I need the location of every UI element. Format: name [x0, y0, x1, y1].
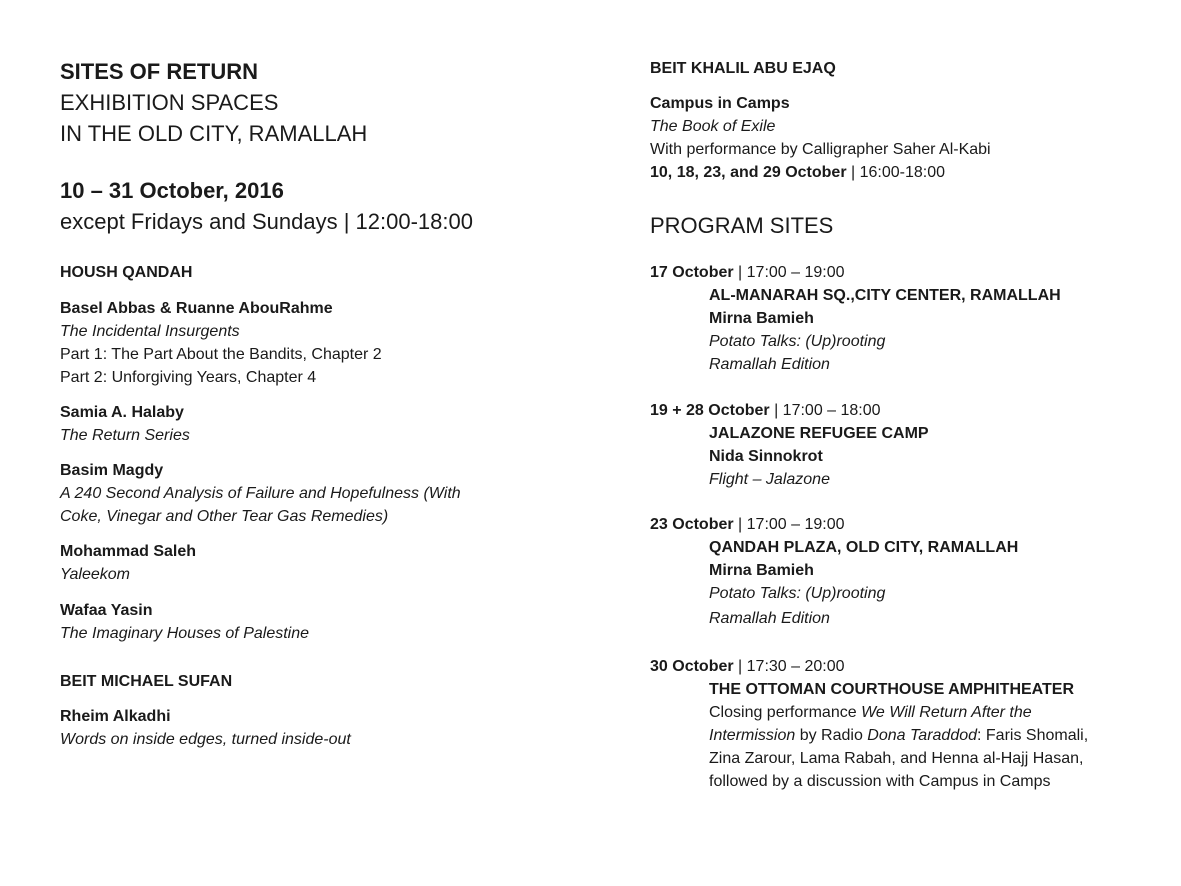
- performance-title: We Will Return After the: [861, 704, 1032, 721]
- artist-name: Nida Sinnokrot: [709, 448, 823, 465]
- campus-entry: [650, 92, 991, 184]
- performance-title: Intermission: [709, 727, 796, 744]
- artwork-title: Ramallah Edition: [709, 356, 830, 373]
- artwork-title: Ramallah Edition: [709, 610, 830, 627]
- schedule-time: | 16:00-18:00: [846, 164, 945, 181]
- artwork-title: Words on inside edges, turned inside-out: [60, 731, 351, 748]
- artist-entry: [60, 540, 196, 586]
- schedule-line: [650, 161, 991, 184]
- artwork-title: Potato Talks: (Up)rooting: [709, 333, 886, 350]
- artist-entry: [60, 297, 382, 389]
- artwork-title: Potato Talks: (Up)rooting: [709, 585, 886, 602]
- artist-name: Samia A. Halaby: [60, 404, 184, 421]
- program-date: 17 October: [650, 264, 734, 281]
- artwork-title: Flight – Jalazone: [709, 471, 830, 488]
- program-date: 19 + 28 October: [650, 402, 770, 419]
- artist-name: Mirna Bamieh: [709, 310, 814, 327]
- program-entry: [650, 513, 1018, 630]
- artwork-title: The Imaginary Houses of Palestine: [60, 625, 310, 642]
- artist-entry: [60, 599, 309, 645]
- radio-name: Dona Taraddod: [867, 727, 978, 744]
- program-site: QANDAH PLAZA, OLD CITY, RAMALLAH: [709, 539, 1019, 556]
- program-time: | 17:00 – 18:00: [769, 402, 881, 419]
- program-site: AL-MANARAH SQ.,CITY CENTER, RAMALLAH: [709, 287, 1061, 304]
- artist-entry: [60, 401, 190, 447]
- artist-name: Rheim Alkadhi: [60, 708, 171, 725]
- program-entry: [650, 655, 1088, 793]
- artwork-title: Yaleekom: [60, 566, 130, 583]
- closing-line: [650, 701, 1088, 724]
- artwork-title: Coke, Vinegar and Other Tear Gas Remedies): [60, 508, 389, 525]
- program-date-line: [650, 655, 1088, 678]
- artist-name: Campus in Camps: [650, 95, 790, 112]
- closing-line: [650, 724, 1088, 747]
- artwork-title: The Return Series: [60, 427, 190, 444]
- program-date: 23 October: [650, 516, 734, 533]
- artist-name: Mirna Bamieh: [709, 562, 814, 579]
- program-time: | 17:00 – 19:00: [733, 516, 845, 533]
- venue-beit-khalil-abu-ejaq: BEIT KHALIL ABU EJAQ: [650, 60, 836, 77]
- venue-beit-michael-sufan: BEIT MICHAEL SUFAN: [60, 673, 233, 690]
- closing-line: followed by a discussion with Campus in Camps: [709, 773, 1051, 790]
- exhibition-subtitle-1: EXHIBITION SPACES: [60, 90, 279, 115]
- program-entry: [650, 399, 929, 491]
- program-date-line: [650, 261, 1061, 284]
- exhibition-title: SITES OF RETURN: [60, 59, 259, 84]
- program-date: 30 October: [650, 658, 734, 675]
- exhibition-dates: 10 – 31 October, 2016: [60, 178, 284, 203]
- exhibition-hours: except Fridays and Sundays | 12:00-18:00: [60, 209, 473, 234]
- closing-text: Closing performance: [709, 704, 862, 721]
- program-site: THE OTTOMAN COURTHOUSE AMPHITHEATER: [709, 681, 1075, 698]
- artwork-part: Part 2: Unforgiving Years, Chapter 4: [60, 369, 317, 386]
- program-sites-title: PROGRAM SITES: [650, 213, 834, 238]
- artist-name: Mohammad Saleh: [60, 543, 197, 560]
- schedule-dates: 10, 18, 23, and 29 October: [650, 164, 847, 181]
- artwork-part: Part 1: The Part About the Bandits, Chapter 2: [60, 346, 382, 363]
- artwork-title: The Incidental Insurgents: [60, 323, 240, 340]
- artist-entry: [60, 705, 351, 751]
- closing-text: by Radio: [795, 727, 868, 744]
- program-date-line: [650, 513, 1018, 536]
- program-site: JALAZONE REFUGEE CAMP: [709, 425, 929, 442]
- artist-name: Basel Abbas & Ruanne AbouRahme: [60, 300, 333, 317]
- exhibition-subtitle-2: IN THE OLD CITY, RAMALLAH: [60, 121, 368, 146]
- program-time: | 17:00 – 19:00: [733, 264, 845, 281]
- performance-note: With performance by Calligrapher Saher Al-Kabi: [650, 141, 991, 158]
- artist-name: Basim Magdy: [60, 462, 164, 479]
- program-entry: [650, 261, 1061, 376]
- artwork-title: The Book of Exile: [650, 118, 776, 135]
- closing-line: Zina Zarour, Lama Rabah, and Henna al-Hajj Hasan,: [709, 750, 1084, 767]
- artist-entry: [60, 459, 461, 528]
- closing-text: : Faris Shomali,: [977, 727, 1089, 744]
- program-date-line: [650, 399, 929, 422]
- venue-housh-qandah: HOUSH QANDAH: [60, 264, 193, 281]
- artwork-title: A 240 Second Analysis of Failure and Hopefulness (With: [60, 485, 461, 502]
- artist-name: Wafaa Yasin: [60, 602, 153, 619]
- program-time: | 17:30 – 20:00: [733, 658, 845, 675]
